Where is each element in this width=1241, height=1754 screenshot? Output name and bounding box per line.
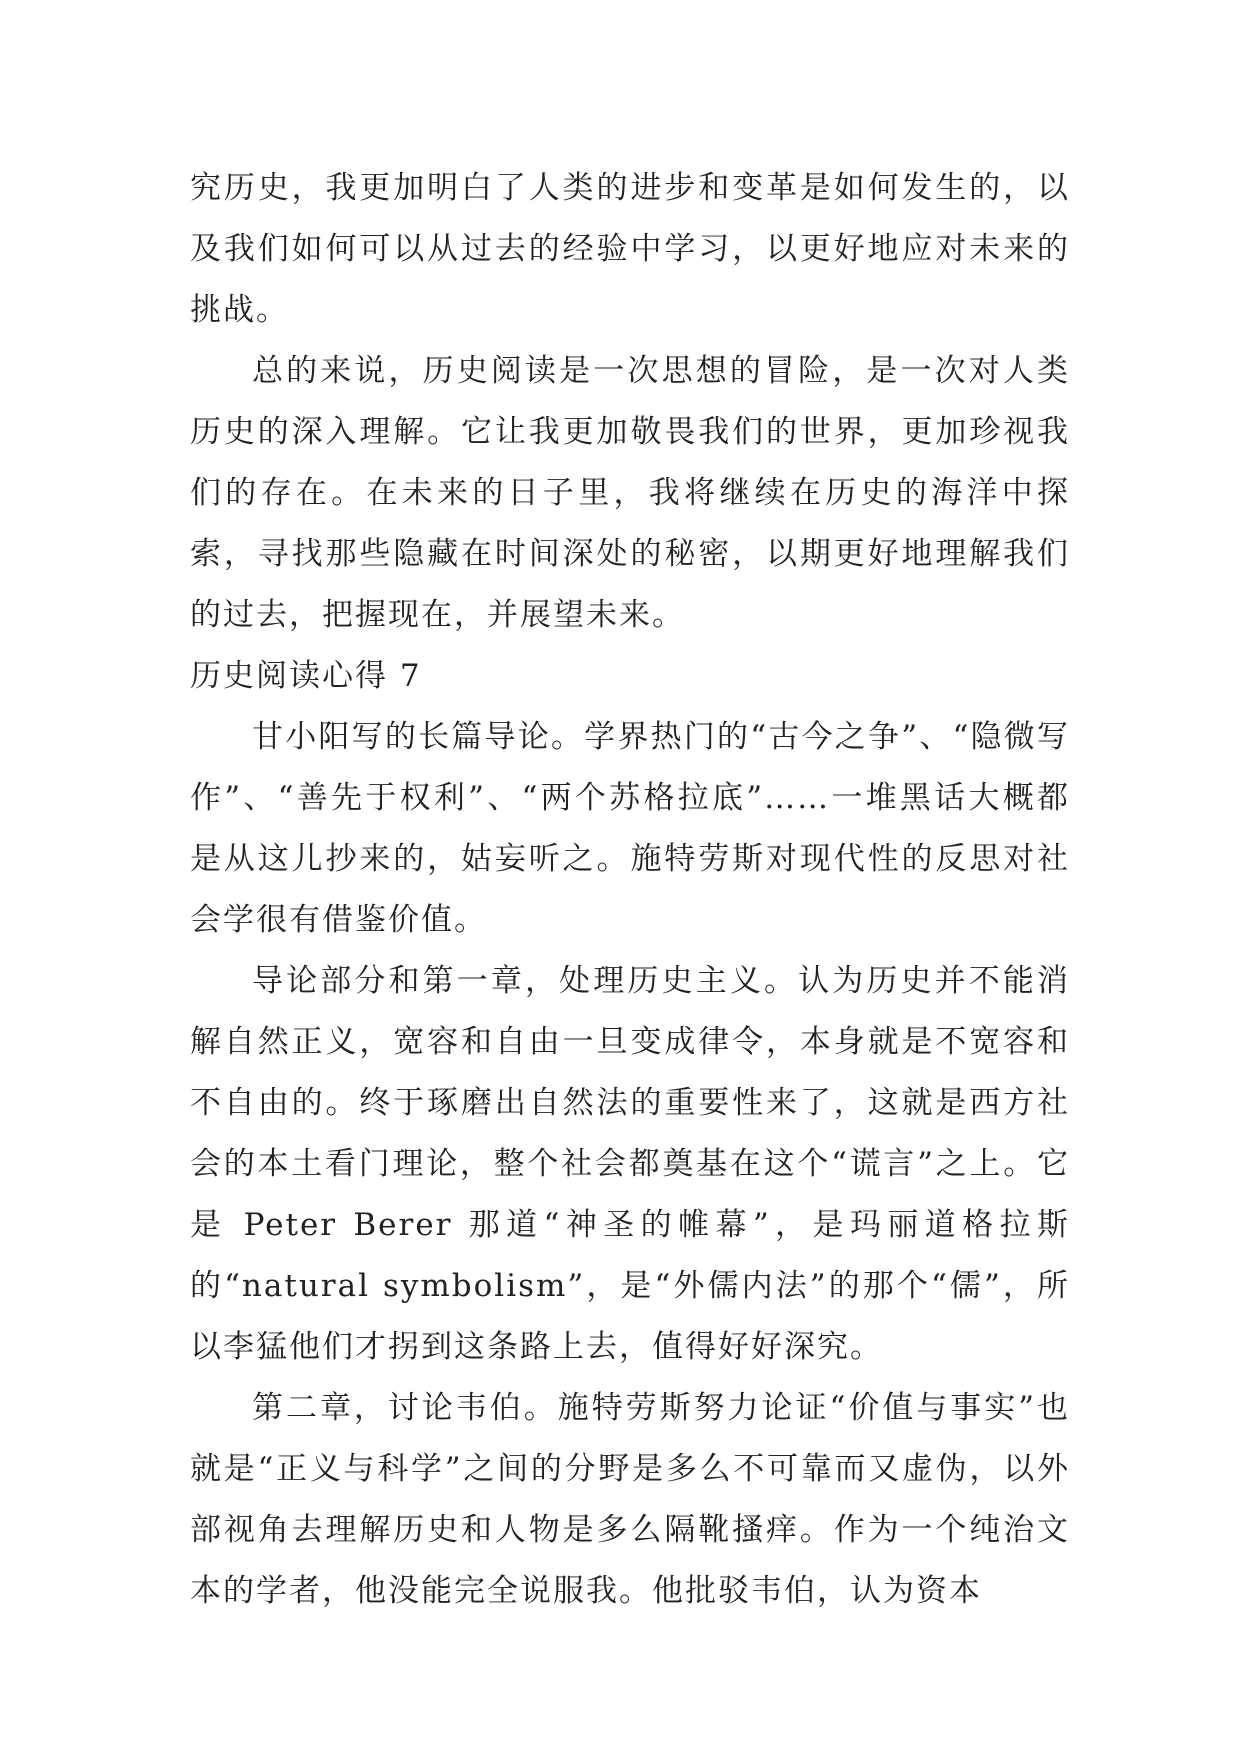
paragraph-summary: 总的来说，历史阅读是一次思想的冒险，是一次对人类历史的深入理解。它让我更加敬畏我们的世界，更加珍视我们的存在。在未来的日子里，我将继续在历史的海洋中探索，寻找那些隐藏在时间深处的秘密，以期更好地理解我们的过去，把握现在，并展望未来。: [190, 353, 1070, 633]
document-body: [190, 158, 1070, 1622]
paragraph-intro: 甘小阳写的长篇导论。学界热门的“古今之争”、“隐微写作”、“善先于权利”、“两个苏格拉底”……一堆黑话大概都是从这儿抄来的，姑妄听之。施特劳斯对现代性的反思对社会学很有借鉴价值。: [190, 719, 1070, 938]
paragraph-chapter-two: 第二章，讨论韦伯。施特劳斯努力论证“价值与事实”也就是“正义与科学”之间的分野是多么不可靠而又虚伪，以外部视角去理解历史和人物是多么隔靴搔痒。作为一个纯治文本的学者，他没能完全说服我。他批驳韦伯，认为资本: [190, 1390, 1070, 1609]
section-title: 历史阅读心得 7: [190, 658, 422, 694]
paragraph-chapter-one: 导论部分和第一章，处理历史主义。认为历史并不能消解自然正义，宽容和自由一旦变成律令，本身就是不宽容和不自由的。终于琢磨出自然法的重要性来了，这就是西方社会的本土看门理论，整个社会都奠基在这个“谎言”之上。它是 Peter Berer 那道“神圣的帷幕”，是玛丽道格拉斯的“natural symbolism”，是“外儒内法”的那个“儒”，所以李猛他们才拐到这条路上去，值得好好深究。: [190, 963, 1070, 1365]
paragraph-continued: 究历史，我更加明白了人类的进步和变革是如何发生的，以及我们如何可以从过去的经验中学习，以更好地应对未来的挑战。: [190, 170, 1070, 328]
